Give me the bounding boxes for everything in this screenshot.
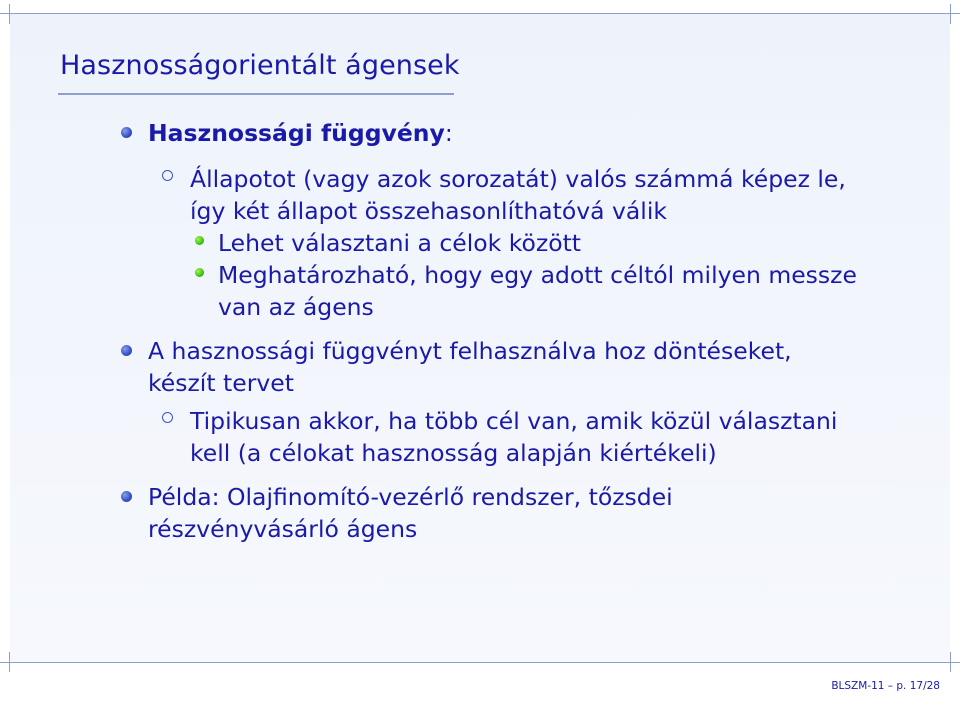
list-item-line: van az ágens [218, 293, 374, 321]
list-item-line: Meghatározható, hogy egy adott céltól milyen messze [218, 261, 857, 289]
bullet-icon [121, 491, 132, 502]
list-item-line: Állapotot (vagy azok sorozatát) valós számmá képez le, [190, 165, 846, 193]
list-item-line: Tipikusan akkor, ha több cél van, amik közül választani [190, 407, 838, 435]
list-item-line: kell (a célokat hasznosság alapján kiértékeli) [190, 439, 717, 467]
list-item-line: Példa: Olajfinomító-vezérlő rendszer, tőzsdei [148, 483, 673, 511]
ring-bullet-icon [162, 412, 173, 423]
page-footer: BLSZM-11 – p. 17/28 [831, 680, 940, 692]
item-tail: : [444, 119, 453, 147]
list-item-line: Lehet választani a célok között [218, 229, 582, 257]
green-bullet-icon [195, 268, 204, 277]
list-item-line: így két állapot összehasonlíthatóvá válik [190, 197, 667, 225]
list-item-line: A hasznossági függvényt felhasználva hoz döntéseket, [148, 337, 792, 365]
bullet-icon [121, 127, 132, 138]
list-item-line: készít tervet [148, 369, 294, 397]
bullet-icon [121, 345, 132, 356]
green-bullet-icon [195, 236, 204, 245]
ring-bullet-icon [162, 170, 173, 181]
item-bold-label: Hasznossági függvény [148, 119, 445, 147]
list-item-line: részvényvásárló ágens [148, 515, 418, 543]
slide-title: Hasznosságorientált ágensek [60, 50, 460, 81]
list-item-utility-function [148, 117, 908, 149]
